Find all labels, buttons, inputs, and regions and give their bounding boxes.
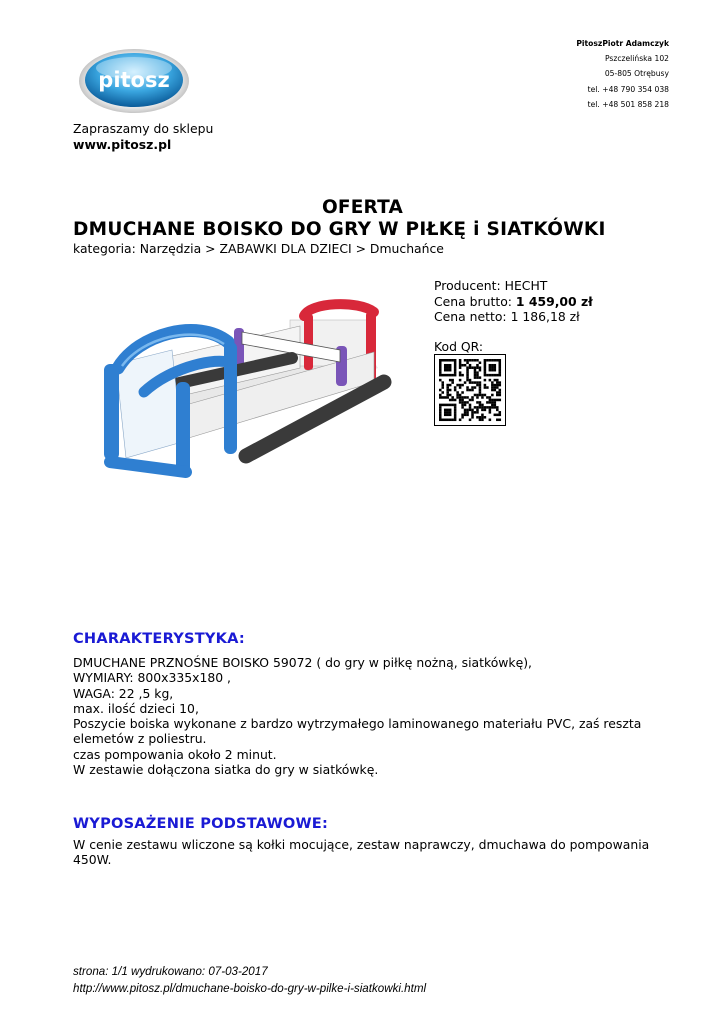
product-title: DMUCHANE BOISKO DO GRY W PIŁKĘ i SIATKÓWKI <box>73 219 606 240</box>
producer-label: Producent: <box>434 278 501 293</box>
offer-heading: OFERTA <box>321 197 404 218</box>
invite-text: Zapraszamy do sklepu <box>73 121 214 136</box>
gross-price-label: Cena brutto: <box>434 293 512 309</box>
qr-code-image <box>435 355 505 425</box>
characteristics-line: max. ilość dzieci 10, <box>73 700 199 716</box>
print-info: strona: 1/1 wydrukowano: 07-03-2017 <box>73 965 268 978</box>
characteristics-title: CHARAKTERYSTYKA: <box>73 630 245 647</box>
gross-price-row <box>434 294 593 310</box>
net-price-value: 1 186,18 zł <box>510 309 580 324</box>
characteristics-line: czas pompowania około 2 minut. <box>73 746 277 762</box>
company-address <box>576 36 669 112</box>
equipment-title: WYPOSAŻENIE PODSTAWOWE: <box>73 815 329 832</box>
characteristics-body <box>73 655 673 777</box>
net-price-row <box>434 309 593 325</box>
category-breadcrumb: kategoria: Narzędzia > ZABAWKI DLA DZIECI > Dmuchańce <box>73 241 444 256</box>
shop-invite <box>73 121 213 153</box>
characteristics-line: elemetów z poliestru. <box>73 731 207 747</box>
company-phone-1: tel. +48 790 354 038 <box>587 84 669 94</box>
company-name: PitoszPiotr Adamczyk <box>576 39 669 48</box>
company-phone-2: tel. +48 501 858 218 <box>587 99 669 109</box>
shop-link[interactable]: www.pitosz.pl <box>73 137 172 152</box>
qr-code <box>434 354 506 426</box>
net-price-label: Cena netto: <box>434 309 507 324</box>
pitosz-logo <box>78 48 190 114</box>
producer-row <box>434 278 593 294</box>
equipment-line: 450W. <box>73 852 112 868</box>
characteristics-line: DMUCHANE PRZNOŚNE BOISKO 59072 ( do gry w piłkę nożną, siatkówkę), <box>73 655 532 670</box>
equipment-body <box>73 837 673 868</box>
product-image <box>78 272 442 534</box>
producer-value: HECHT <box>504 278 548 293</box>
company-street: Pszczelińska 102 <box>604 54 669 64</box>
page-footer <box>73 964 426 997</box>
characteristics-line: W zestawie dołączona siatka do gry w siatkówkę. <box>73 762 379 778</box>
equipment-line: W cenie zestawu wliczone są kołki mocujące, zestaw naprawczy, dmuchawa do pompowania <box>73 837 650 852</box>
company-city: 05-805 Otrębusy <box>604 69 669 79</box>
characteristics-line: WAGA: 22 ,5 kg, <box>73 685 174 701</box>
qr-label: Kod QR: <box>434 339 484 354</box>
product-info <box>434 278 593 325</box>
gross-price-value: 1 459,00 zł <box>515 293 593 309</box>
characteristics-line: WYMIARY: 800x335x180 , <box>73 670 231 686</box>
characteristics-line: Poszycie boiska wykonane z bardzo wytrzymałego laminowanego materiału PVC, zaś reszta <box>73 716 642 732</box>
page-url[interactable]: http://www.pitosz.pl/dmuchane-boisko-do-gry-w-pilke-i-siatkowki.html <box>73 981 427 995</box>
svg-text:pitosz: pitosz <box>98 68 170 92</box>
